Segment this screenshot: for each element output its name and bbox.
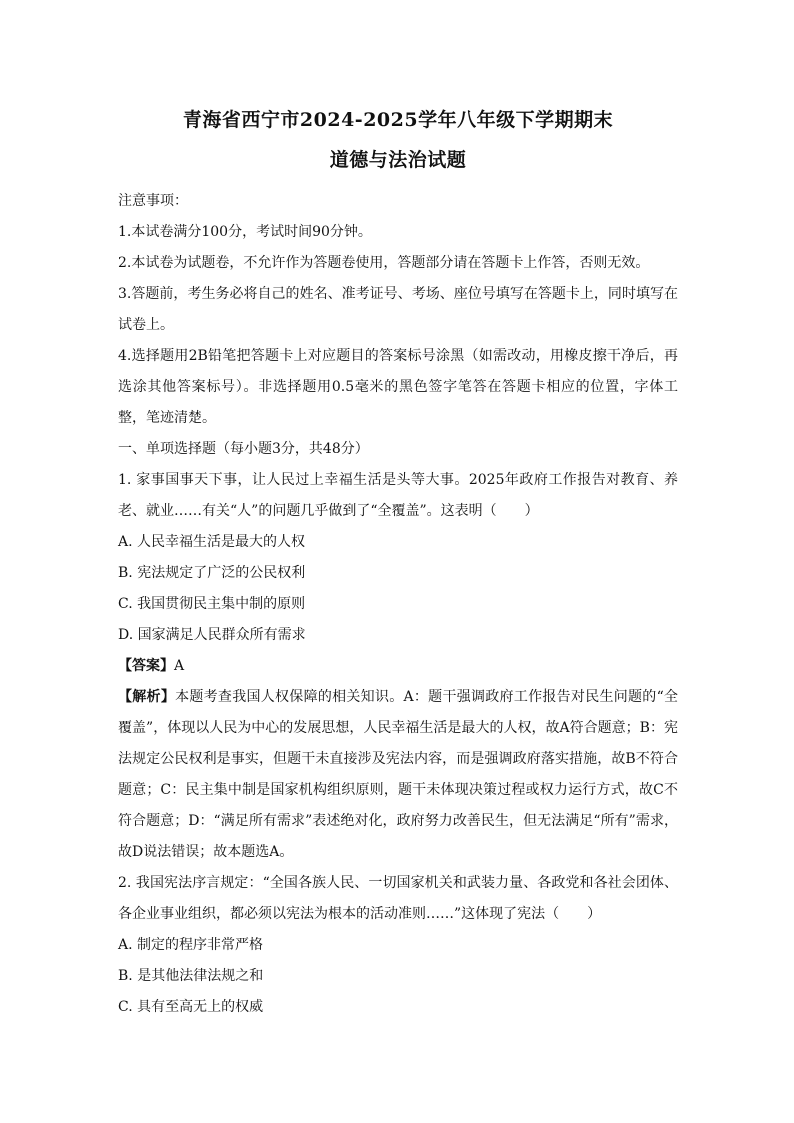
notice-item-4: 4.选择题用2B铅笔把答题卡上对应题目的答案标号涂黑（如需改动，用橡皮擦干净后，再选涂其他答案标号）。非选择题用0.5毫米的黑色签字笔答在答题卡相应的位置，字体工整，笔迹清楚。 xyxy=(118,348,678,426)
section-heading-single-choice: 一、单项选择题（每小题3分，共48分） xyxy=(118,441,369,457)
option-b: B. 是其他法律法规之和 xyxy=(118,968,264,984)
answer-line xyxy=(118,651,678,682)
document-title: 青海省西宁市2024-2025学年八年级下学期期末 xyxy=(182,109,614,131)
option-d: D. 国家满足人民群众所有需求 xyxy=(118,627,306,643)
question-1 xyxy=(118,465,678,868)
notice-item-2: 2.本试卷为试题卷，不允许作为答题卷使用，答题部分请在答题卡上作答，否则无效。 xyxy=(118,255,650,271)
answer-label: 【答案】 xyxy=(118,658,174,674)
document-subtitle: 道德与法治试题 xyxy=(329,149,467,171)
option-c: C. 我国贯彻民主集中制的原则 xyxy=(118,596,306,612)
notice-item-1: 1.本试卷满分100分，考试时间90分钟。 xyxy=(118,224,372,240)
notice-section xyxy=(118,186,678,434)
analysis-label: 【解析】 xyxy=(118,689,176,705)
option-a: A. 制定的程序非常严格 xyxy=(118,937,264,953)
notice-heading: 注意事项： xyxy=(118,193,188,209)
question-stem: 1. 家事国事天下事，让人民过上幸福生活是头等大事。2025年政府工作报告对教育、养老、就业……有关“人”的问题几乎做到了“全覆盖”。这表明（ ） xyxy=(118,472,678,519)
answer-value: A xyxy=(174,658,185,674)
option-c: C. 具有至高无上的权威 xyxy=(118,999,264,1015)
option-a: A. 人民幸福生活是最大的人权 xyxy=(118,534,306,550)
analysis-text: 本题考查我国人权保障的相关知识。A：题干强调政府工作报告对民生问题的“全覆盖”，体现以人民为中心的发展思想，人民幸福生活是最大的人权，故A符合题意；B：宪法规定公民权利是事实，但题干未直接涉及宪法内容，而是强调政府落实措施，故B不符合题意；C：民主集中制是国家机构组织原则，题干未体现决策过程或权力运行方式，故C不符合题意；D：“满足所有需求”表述绝对化，政府努力改善民生，但无法满足“所有”需求，故D说法错误；故本题选A。 xyxy=(118,689,679,860)
notice-item-3: 3.答题前，考生务必将自己的姓名、准考证号、考场、座位号填写在答题卡上，同时填写在试卷上。 xyxy=(118,286,678,333)
question-stem: 2. 我国宪法序言规定：“全国各族人民、一切国家机关和武装力量、各政党和各社会团体、各企业事业组织，都必须以宪法为根本的活动准则……”这体现了宪法（ ） xyxy=(118,875,678,922)
analysis-paragraph xyxy=(118,682,678,868)
question-2 xyxy=(118,868,678,1023)
option-b: B. 宪法规定了广泛的公民权利 xyxy=(118,565,306,581)
